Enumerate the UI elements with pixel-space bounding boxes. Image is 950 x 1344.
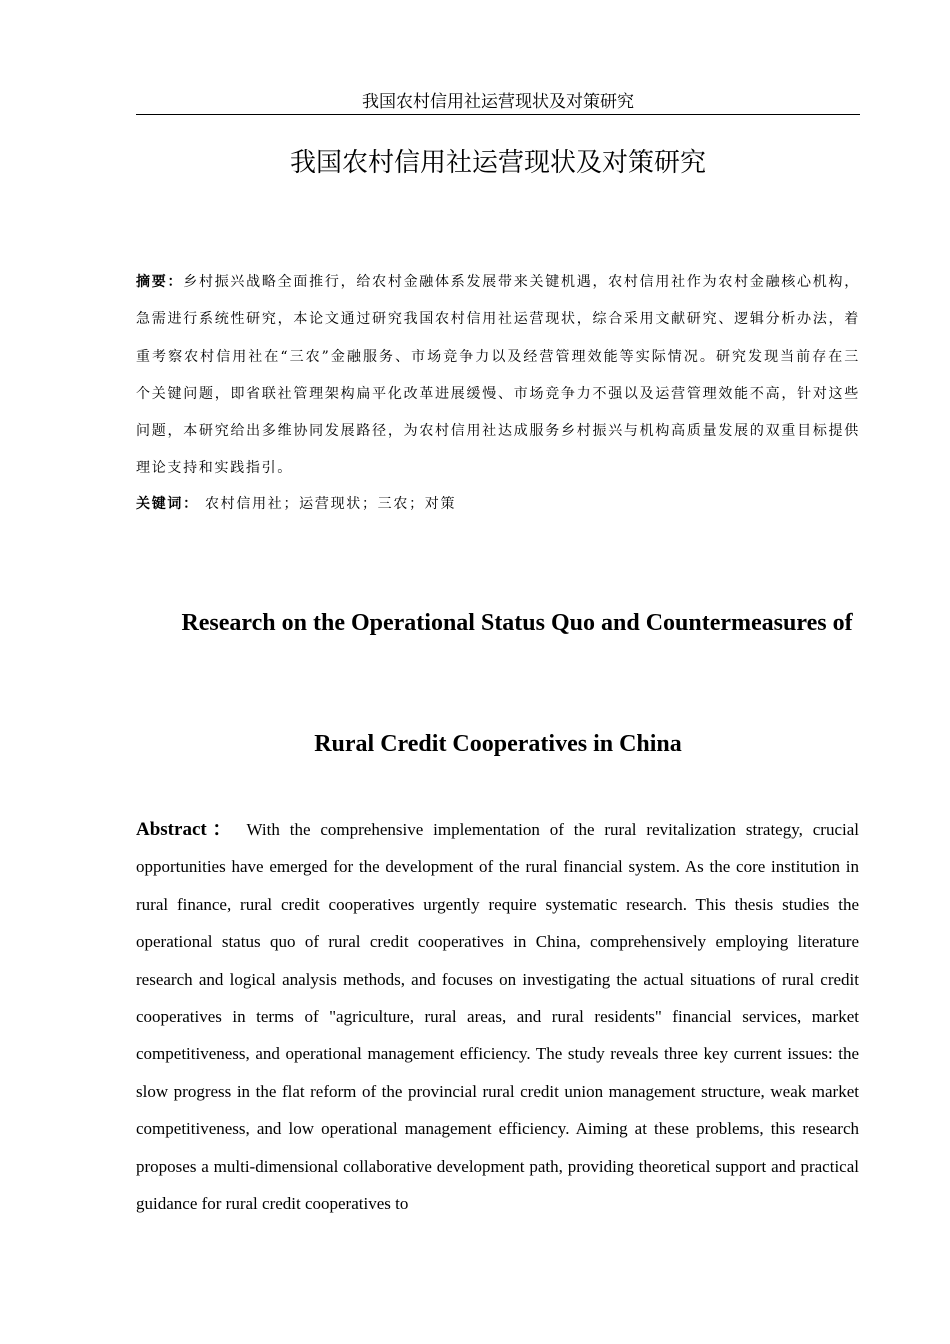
chinese-abstract <box>136 264 860 488</box>
chinese-keywords-text: 农村信用社；运营现状；三农；对策 <box>204 496 457 512</box>
chinese-title: 我国农村信用社运营现状及对策研究 <box>289 148 706 178</box>
english-title-line-1: Research on the Operational Status Quo and Countermeasures of <box>181 610 853 636</box>
english-title-line-2: Rural Credit Cooperatives in China <box>314 731 682 757</box>
chinese-keywords-label: 关键词： <box>136 496 199 512</box>
english-abstract-label: Abstract： <box>136 819 237 840</box>
chinese-keywords <box>136 487 860 521</box>
chinese-abstract-text: 乡村振兴战略全面推行，给农村金融体系发展带来关键机遇，农村信用社作为农村金融核心机构，急需进行系统性研究，本论文通过研究我国农村信用社运营现状，综合采用文献研究、逻辑分析办法，着重考察农村信用社在“三农”金融服务、市场竞争力以及经营管理效能等实际情况。研究发现当前存在三个关键问题，即省联社管理架构扁平化改革进展缓慢、市场竞争力不强以及运营管理效能不高，针对这些问题，本研究给出多维协同发展路径，为农村信用社达成服务乡村振兴与机构高质量发展的双重目标提供理论支持和实践指引。 <box>136 274 860 477</box>
running-header: 我国农村信用社运营现状及对策研究 <box>362 92 634 112</box>
english-abstract-text: With the comprehensive implementation of the rural revitalization strategy, crucial opportunities have emerged for the development of the rural financial system. As the core institution in rural finance, rural credit cooperatives urgently require systematic research. This thesis studies the operational status quo of rural credit cooperatives in China, comprehensively employing literature research and logical analysis methods, and focuses on investigating the actual situations of rural credit cooperatives in terms of "agriculture, rural areas, and rural residents" financial services, market competitiveness, and operational management efficiency. The study reveals three key current issues: the slow progress in the flat reform of the provincial rural credit union management structure, weak market competitiveness, and low operational management efficiency. Aiming at these problems, this research proposes a multi-dimensional collaborative development path, providing theoretical support and practical guidance for rural credit cooperatives to <box>136 820 859 1214</box>
english-abstract <box>136 811 859 1222</box>
chinese-abstract-label: 摘要： <box>136 274 184 290</box>
header-rule <box>136 114 860 115</box>
